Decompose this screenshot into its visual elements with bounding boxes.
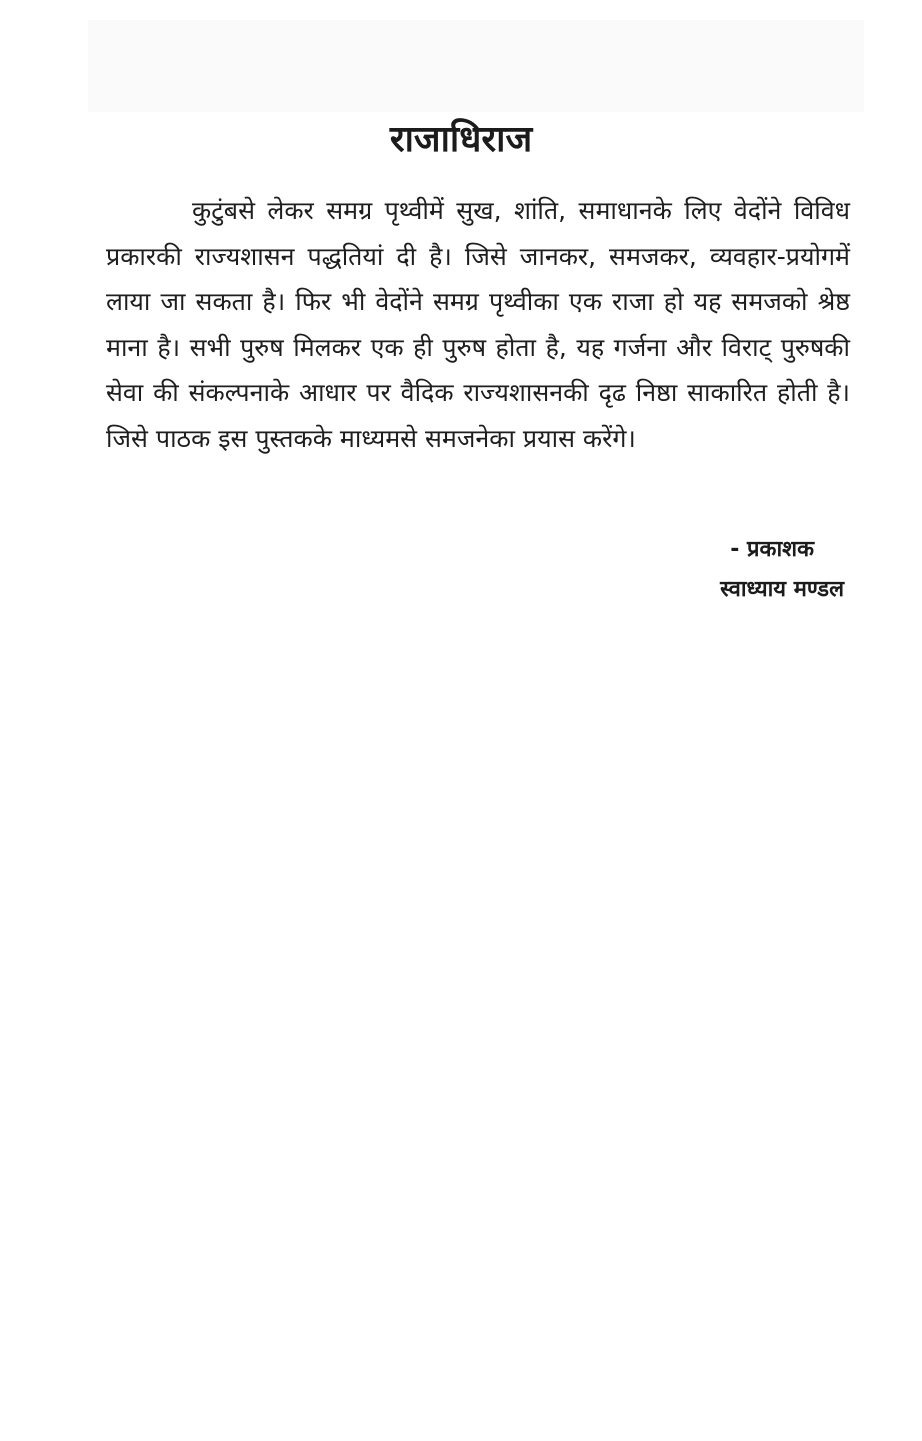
body-paragraph: कुटुंबसे लेकर समग्र पृथ्वीमें सुख, शांति, समाधानके लिए वेदोंने विविध प्रकारकी राज्यशासन पद्धतियां दी है। जिसे जानकर, समजकर, व्यवहार-प्रयोगमें लाया जा सकता है। फिर भी वेदोंने समग्र पृथ्वीका एक राजा हो यह समजको श्रेष्ठ माना है। सभी पुरुष मिलकर एक ही पुरुष होता है, यह गर्जना और विराट् पुरुषकी सेवा की संकल्पनाके आधार पर वैदिक राज्यशासनकी दृढ निष्ठा साकारित होती है। जिसे पाठक इस पुस्तकके माध्यमसे समजनेका प्रयास करेंगे।	[106, 196, 850, 453]
signature-block	[720, 530, 844, 610]
signature-role: - प्रकाशक	[730, 537, 814, 562]
signature-organization: स्वाध्याय मण्डल	[720, 577, 844, 602]
header-band	[88, 20, 864, 112]
page-title: राजाधिराज	[389, 119, 533, 160]
